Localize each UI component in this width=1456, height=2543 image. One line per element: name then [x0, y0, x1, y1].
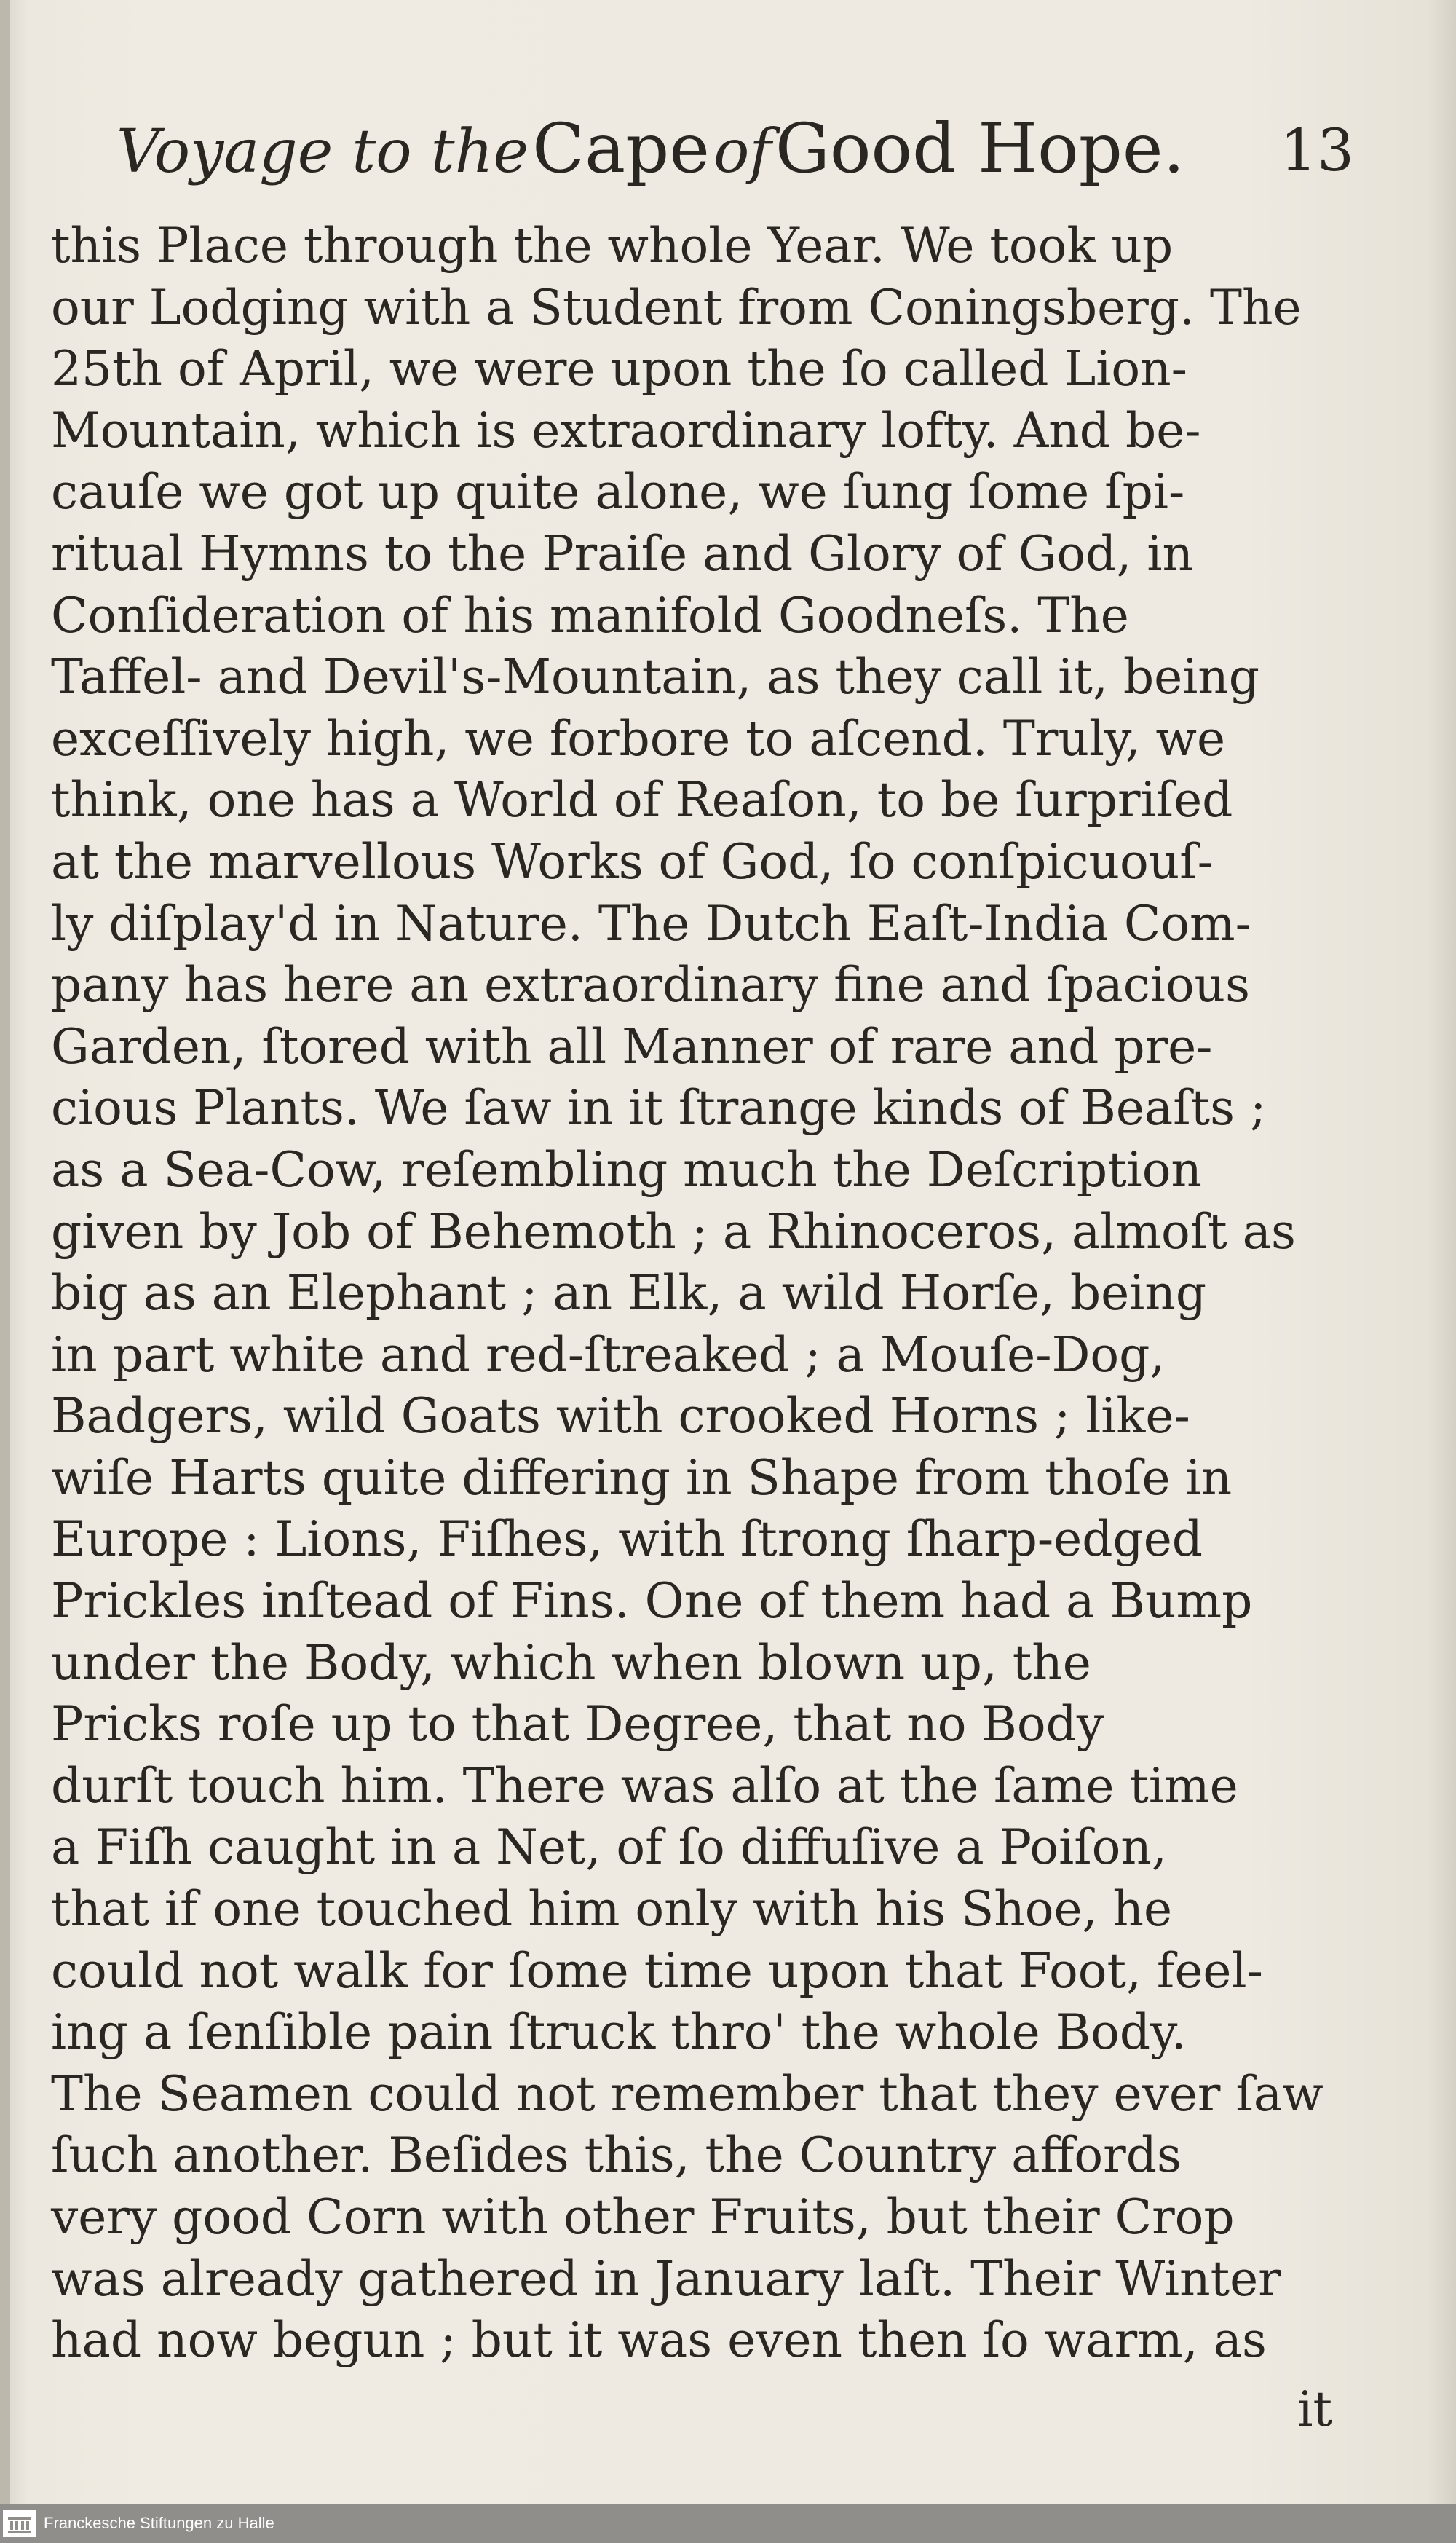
- text-line: was already gathered in January laſt. Their Winter: [51, 2250, 1281, 2307]
- text-line: at the marvellous Works of God, ſo conſpicuouſ-: [51, 833, 1214, 890]
- text-line: cauſe we got up quite alone, we ſung ſome ſpi-: [51, 464, 1185, 521]
- text-line: under the Body, which when blown up, the: [51, 1634, 1091, 1691]
- text-line: Garden, ſtored with all Manner of rare and pre-: [51, 1018, 1213, 1075]
- text-line: pany has here an extraordinary fine and ſpacious: [51, 957, 1250, 1014]
- page-number: 13: [1280, 117, 1354, 184]
- text-line: cious Plants. We ſaw in it ſtrange kinds of Beaſts ;: [51, 1080, 1267, 1137]
- running-head-voyage: Voyage to the: [116, 117, 529, 186]
- running-head-good-hope: Good Hope.: [775, 109, 1185, 189]
- text-line: durſt touch him. There was alſo at the ſame time: [51, 1757, 1238, 1814]
- text-line: could not walk for ſome time upon that Foot, feel-: [51, 1942, 1263, 1999]
- text-line: ing a ſenſible pain ſtruck thro' the whole Body.: [51, 2004, 1187, 2061]
- running-head-of: of: [713, 117, 772, 186]
- footer-bar: [0, 2504, 1456, 2543]
- text-line: exceſſively high, we forbore to aſcend. Truly, we: [51, 710, 1226, 767]
- page-edge: [0, 0, 10, 2504]
- text-line: Taffel- and Devil's-Mountain, as they call it, being: [51, 649, 1260, 706]
- text-line: Pricks roſe up to that Degree, that no Body: [51, 1696, 1104, 1753]
- text-line: that if one touched him only with his Shoe, he: [51, 1881, 1173, 1938]
- text-line: Europe : Lions, Fiſhes, with ſtrong ſharp-edged: [51, 1511, 1203, 1568]
- text-line: in part white and red-ſtreaked ; a Mouſe-Dog,: [51, 1326, 1166, 1383]
- text-line: Prickles inſtead of Fins. One of them had a Bump: [51, 1573, 1253, 1630]
- catchword: it: [1297, 2381, 1332, 2437]
- text-line: wiſe Harts quite differing in Shape from thoſe in: [51, 1449, 1233, 1506]
- text-line: given by Job of Behemoth ; a Rhinoceros, almoſt as: [51, 1203, 1296, 1260]
- text-line: Conſideration of his manifold Goodneſs. The: [51, 587, 1129, 644]
- text-line: The Seamen could not remember that they ever ſaw: [51, 2065, 1324, 2122]
- body-text: [51, 216, 1324, 2372]
- running-head-cape: Cape: [532, 109, 710, 189]
- text-line: Mountain, which is extraordinary lofty. And be-: [51, 402, 1201, 459]
- text-line: 25th of April, we were upon the ſo called Lion-: [51, 341, 1187, 398]
- library-logo-icon: [3, 2510, 36, 2537]
- text-line: very good Corn with other Fruits, but their Crop: [51, 2189, 1235, 2245]
- text-line: think, one has a World of Reaſon, to be ſurpriſed: [51, 772, 1233, 829]
- text-line: ly diſplay'd in Nature. The Dutch Eaſt-India Com-: [51, 895, 1251, 952]
- text-line: Badgers, wild Goats with crooked Horns ; like-: [51, 1388, 1190, 1445]
- running-head: [116, 109, 1354, 218]
- text-line: as a Sea-Cow, reſembling much the Deſcription: [51, 1141, 1202, 1198]
- footer-label: Franckesche Stiftungen zu Halle: [44, 2514, 274, 2532]
- text-line: our Lodging with a Student from Coningsberg. The: [51, 279, 1302, 336]
- text-line: had now begun ; but it was even then ſo warm, as: [51, 2312, 1267, 2369]
- text-line: ritual Hymns to the Praiſe and Glory of God, in: [51, 525, 1193, 582]
- text-line: this Place through the whole Year. We took up: [51, 218, 1174, 274]
- text-line: ſuch another. Beſides this, the Country affords: [51, 2127, 1182, 2184]
- text-line: a Fiſh caught in a Net, of ſo diffuſive a Poiſon,: [51, 1819, 1167, 1876]
- text-line: big as an Elephant ; an Elk, a wild Horſe, being: [51, 1265, 1207, 1322]
